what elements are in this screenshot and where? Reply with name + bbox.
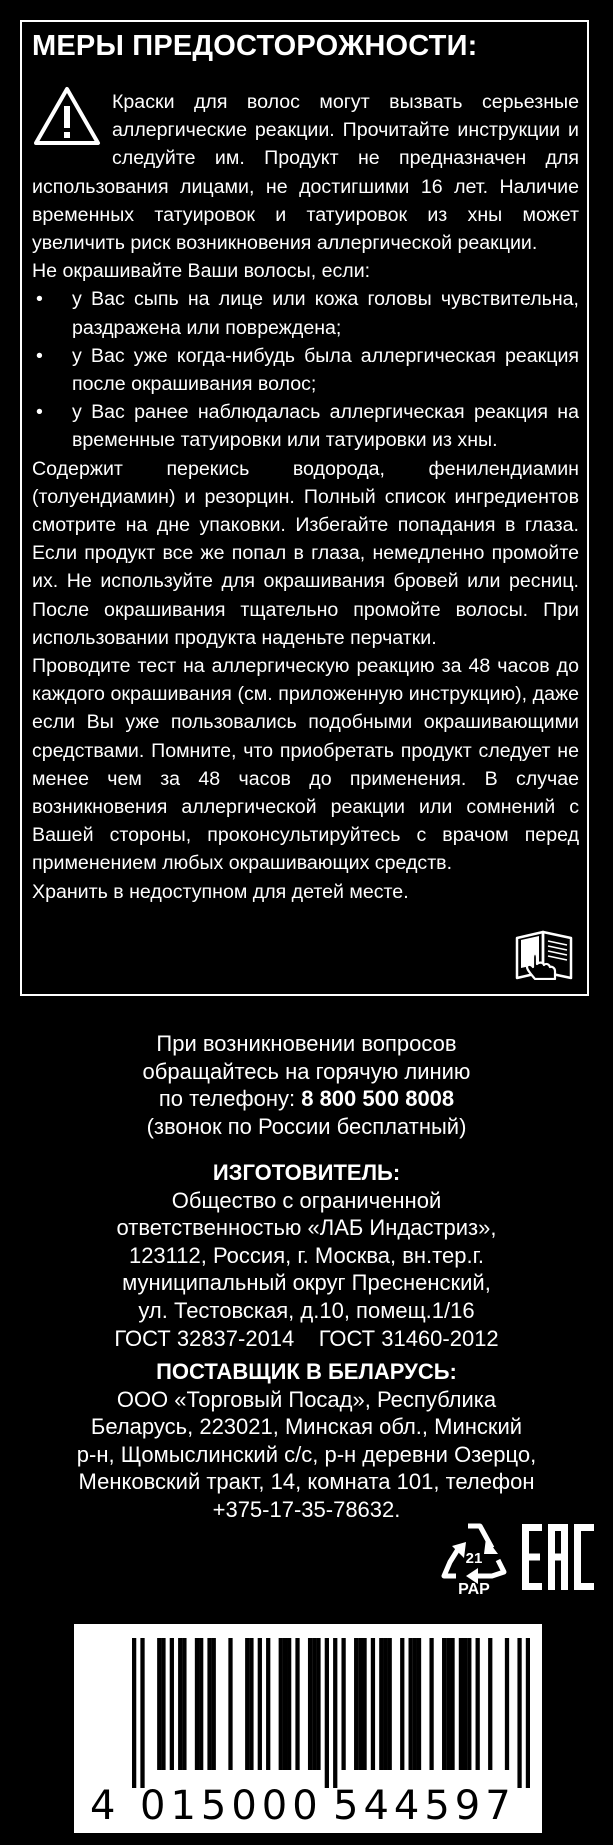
precautions-text — [32, 88, 579, 906]
barcode-bar — [279, 1638, 283, 1770]
barcode-bar — [467, 1638, 471, 1770]
barcode-bar — [459, 1638, 463, 1770]
supplier-line: Беларусь, 223021, Минская обл., Минский — [90, 1414, 523, 1440]
barcode-bar — [450, 1638, 454, 1770]
barcode-bar — [442, 1638, 446, 1770]
barcode-bar — [287, 1638, 291, 1770]
precautions-box — [20, 20, 589, 996]
manufacturer-line: Общество с ограниченной — [171, 1187, 442, 1213]
manufacturer-line: ответственностью «ЛАБ Индастриз», — [116, 1215, 497, 1241]
read-instructions-book-icon — [513, 924, 577, 980]
barcode-bar — [308, 1638, 312, 1770]
hotline-phone-prefix: по телефону: — [158, 1086, 302, 1112]
barcode-right-digits: 544597 — [333, 1783, 516, 1829]
barcode-bar — [249, 1638, 253, 1770]
supplier-line: ООО «Торговый Посад», Республика — [116, 1386, 497, 1412]
barcode-bar — [526, 1638, 530, 1788]
barcode-bar — [266, 1638, 270, 1770]
manufacturer-line: 123112, Россия, г. Москва, вн.тер.г. — [128, 1242, 485, 1268]
hotline-info — [40, 1030, 573, 1140]
precautions-list-item: • у Вас ранее наблюдалась аллергическая реакция на временные татуировки или татуировки из хны. — [32, 398, 579, 454]
precautions-list-item: • у Вас сыпь на лице или кожа головы чувствительна, раздражена или повреждена; — [32, 285, 579, 341]
precautions-paragraph-allergy-test: Проводите тест на аллергическую реакцию за 48 часов до каждого окрашивания (см. приложенную инструкцию), даже если Вы уже пользовались подобными окрашивающими средствами. Помните, что приобретать продукт следует не менее чем за 48 часов до применения. В случае возникновения аллергической реакции или сомнений с Вашей стороны, проконсультируйтесь с врачом перед применением любых окрашивающих средств. — [32, 655, 579, 875]
barcode-bar — [358, 1638, 362, 1770]
barcode-bar — [195, 1638, 199, 1770]
barcode-bar — [517, 1638, 521, 1788]
hotline-line: При возникновении вопросов — [156, 1031, 457, 1056]
barcode-bar — [341, 1638, 345, 1770]
recycling-label: PAP — [458, 1581, 490, 1596]
barcode-bar — [388, 1638, 392, 1770]
precautions-paragraph-storage: Хранить в недоступном для детей месте. — [32, 880, 409, 903]
barcode-bar — [161, 1638, 165, 1770]
supplier-line: Менковский тракт, 14, комната 101, телефон — [78, 1469, 535, 1495]
precautions-list-item: • у Вас уже когда-нибудь была аллергическая реакция после окрашивания волос; — [32, 342, 579, 398]
barcode-bar — [417, 1638, 421, 1770]
manufacturer-heading: ИЗГОТОВИТЕЛЬ: — [212, 1160, 401, 1185]
supplier-heading: ПОСТАВЩИК В БЕЛАРУСЬ: — [156, 1359, 457, 1384]
supplier-line: р-н, Щомыслинский с/с, р-н деревни Озерцо, — [76, 1441, 537, 1467]
hotline-phone-line — [40, 1085, 573, 1113]
barcode-bar — [295, 1638, 299, 1770]
barcode-number — [74, 1783, 542, 1833]
barcode-bar — [400, 1638, 404, 1770]
hotline-line: (звонок по России бесплатный) — [146, 1113, 467, 1139]
barcode-bar — [488, 1638, 492, 1770]
barcode-bar — [446, 1638, 450, 1770]
precautions-paragraph-allergy: Краски для волос могут вызвать серьезные аллергические реакции. Прочитайте инструкции и следуйте им. Продукт не предназначен для использования лицами, не достигшими 16 лет. Наличие временных татуировок и татуировок из хны может увеличить риск возникновения аллергической реакции. — [32, 91, 579, 255]
barcode-bar — [354, 1638, 358, 1770]
barcode-bar — [463, 1638, 467, 1770]
supplier-info — [40, 1358, 573, 1524]
barcode-bar — [207, 1638, 211, 1770]
barcode-bar — [409, 1638, 413, 1770]
barcode-bar — [371, 1638, 375, 1770]
eac-mark-icon — [522, 1524, 594, 1590]
barcode-bar — [228, 1638, 232, 1770]
barcode-bar — [383, 1638, 387, 1770]
barcode-bar — [140, 1638, 144, 1788]
hotline-phone-number: 8 800 500 8008 — [301, 1086, 455, 1112]
precautions-intro: Не окрашивайте Ваши волосы, если: — [32, 260, 371, 283]
barcode-bar — [170, 1638, 174, 1770]
barcode-bar — [245, 1638, 249, 1770]
precautions-list — [32, 285, 579, 454]
recycling-triangle-icon — [436, 1516, 512, 1596]
barcode-bar — [132, 1638, 136, 1788]
recycling-code: 21 — [465, 1550, 483, 1567]
manufacturer-info — [40, 1159, 573, 1352]
barcode — [74, 1624, 542, 1833]
manufacturer-line: муниципальный округ Пресненский, — [122, 1270, 491, 1296]
barcode-bar — [258, 1638, 262, 1770]
precautions-title: МЕРЫ ПРЕДОСТОРОЖНОСТИ: — [32, 30, 478, 62]
manufacturer-standards: ГОСТ 32837-2014 ГОСТ 31460-2012 — [114, 1325, 499, 1351]
barcode-bar — [325, 1638, 329, 1788]
barcode-bar — [316, 1638, 320, 1770]
barcode-bar — [362, 1638, 366, 1770]
barcode-left-digits: 015000 — [140, 1783, 323, 1829]
barcode-bar — [212, 1638, 216, 1770]
barcode-bar — [199, 1638, 203, 1770]
precautions-paragraph-ingredients: Содержит перекись водорода, фенилендиамин (толуендиамин) и резорцин. Полный список ингредиентов смотрите на дне упаковки. Избегайте попадания в глаза. Если продукт все же попал в глаза, немедленно промойте их. Не используйте для окрашивания бровей или ресниц. После окрашивания тщательно промойте волосы. При использовании продукта наденьте перчатки. — [32, 457, 579, 649]
barcode-bar — [505, 1638, 509, 1770]
barcode-bar — [413, 1638, 417, 1770]
barcode-bar — [333, 1638, 337, 1788]
hotline-line: обращайтесь на горячую линию — [142, 1058, 471, 1084]
barcode-bar — [476, 1638, 480, 1770]
barcode-bar — [182, 1638, 186, 1770]
barcode-bar — [283, 1638, 287, 1770]
supplier-line: +375-17-35-78632. — [212, 1496, 401, 1522]
barcode-bar — [157, 1638, 161, 1770]
barcode-bar — [379, 1638, 383, 1770]
manufacturer-line: ул. Тестовская, д.10, помещ.1/16 — [138, 1297, 475, 1323]
barcode-bar — [312, 1638, 316, 1770]
barcode-bar — [178, 1638, 182, 1770]
barcode-bars — [132, 1638, 530, 1788]
barcode-first-digit: 4 — [90, 1783, 116, 1829]
barcode-bar — [429, 1638, 433, 1770]
